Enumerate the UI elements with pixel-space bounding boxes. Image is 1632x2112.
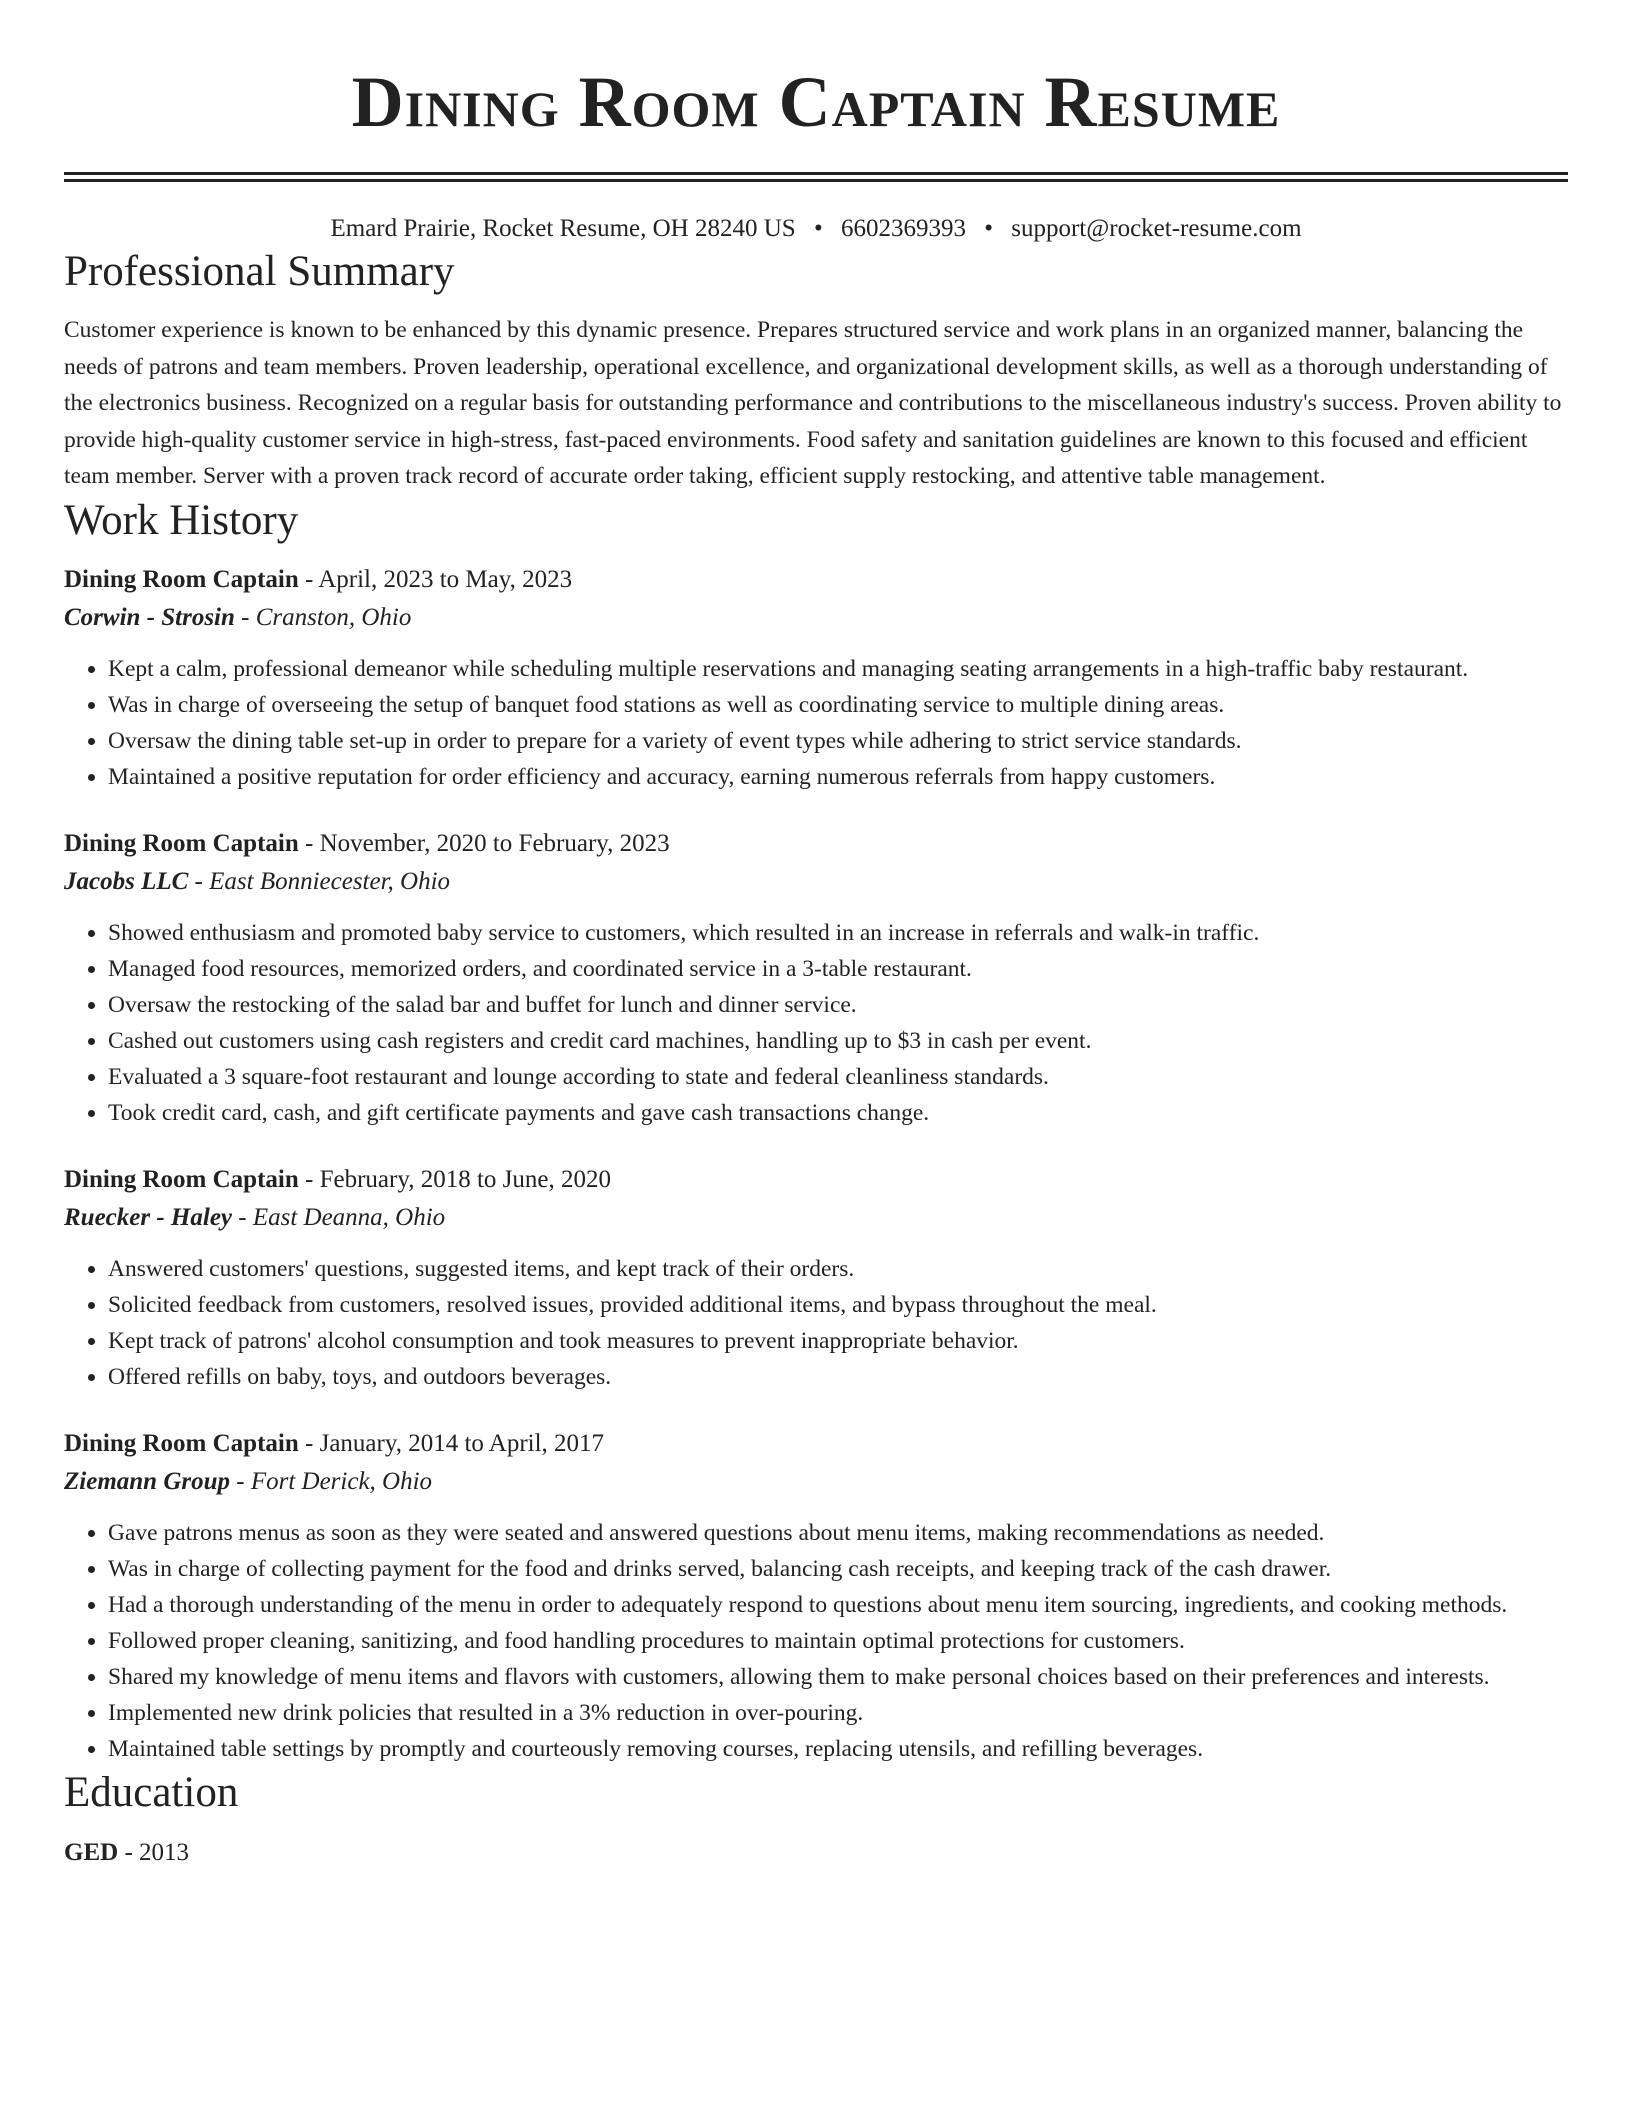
- job-bullet: • Maintained table settings by promptly and courteously removing courses, replacing utensils, and refilling beverages.: [108, 1731, 1568, 1767]
- job-company: Ziemann Group: [64, 1467, 231, 1495]
- education-year: - 2013: [118, 1838, 190, 1866]
- contact-line: [64, 212, 1568, 246]
- job-title-line: [64, 561, 1568, 599]
- job-company-line: [64, 863, 1568, 901]
- job-entry: [64, 1425, 1568, 1767]
- job-location: - Fort Derick, Ohio: [230, 1467, 433, 1495]
- job-bullets: [64, 915, 1568, 1131]
- contact-phone: 6602369393: [840, 215, 966, 242]
- job-dates: - April, 2023 to May, 2023: [298, 565, 573, 593]
- contact-address: Emard Prairie, Rocket Resume, OH 28240 US: [330, 215, 796, 242]
- job-bullet: • Oversaw the restocking of the salad bar and buffet for lunch and dinner service.: [108, 987, 1568, 1023]
- title-divider: [64, 172, 1568, 182]
- contact-email: support@rocket-resume.com: [1011, 215, 1302, 242]
- job-dates: - February, 2018 to June, 2020: [298, 1165, 611, 1193]
- job-bullet: • Managed food resources, memorized orders, and coordinated service in a 3-table restaurant.: [108, 951, 1568, 987]
- contact-separator: •: [813, 215, 823, 242]
- job-bullet: • Answered customers' questions, suggested items, and kept track of their orders.: [108, 1251, 1568, 1287]
- job-entry: [64, 561, 1568, 795]
- work-history-list: [64, 561, 1568, 1767]
- job-bullet: • Solicited feedback from customers, resolved issues, provided additional items, and bypass throughout the meal.: [108, 1287, 1568, 1323]
- job-bullet: • Offered refills on baby, toys, and outdoors beverages.: [108, 1359, 1568, 1395]
- job-entry: [64, 1161, 1568, 1395]
- job-bullet: • Implemented new drink policies that resulted in a 3% reduction in over-pouring.: [108, 1695, 1568, 1731]
- job-role: Dining Room Captain: [64, 1165, 299, 1193]
- page-title: Dining Room Captain Resume: [351, 62, 1281, 142]
- job-bullet: • Maintained a positive reputation for order efficiency and accuracy, earning numerous referrals from happy customers.: [108, 759, 1568, 795]
- job-dates: - November, 2020 to February, 2023: [298, 829, 670, 857]
- education-degree: GED: [64, 1838, 119, 1866]
- education-entry: [64, 1835, 1568, 1871]
- job-bullet: • Evaluated a 3 square-foot restaurant and lounge according to state and federal cleanliness standards.: [108, 1059, 1568, 1095]
- job-company: Ruecker - Haley: [64, 1203, 233, 1231]
- work-history-heading: Work History: [64, 496, 299, 544]
- job-location: - East Bonniecester, Ohio: [188, 867, 451, 895]
- job-bullet: • Kept a calm, professional demeanor while scheduling multiple reservations and managing seating arrangements in a high-traffic baby restaurant.: [108, 651, 1568, 687]
- job-bullet: • Was in charge of collecting payment for the food and drinks served, balancing cash receipts, and keeping track of the cash drawer.: [108, 1551, 1568, 1587]
- job-bullet: • Gave patrons menus as soon as they were seated and answered questions about menu items, making recommendations as needed.: [108, 1515, 1568, 1551]
- education-heading: Education: [64, 1768, 239, 1816]
- summary-heading: Professional Summary: [64, 248, 455, 295]
- job-dates: - January, 2014 to April, 2017: [298, 1429, 605, 1457]
- job-company-line: [64, 1199, 1568, 1237]
- job-bullet: • Kept track of patrons' alcohol consumption and took measures to prevent inappropriate behavior.: [108, 1323, 1568, 1359]
- summary-text: Customer experience is known to be enhanced by this dynamic presence. Prepares structured service and work plans in an organized manner, balancing the needs of patrons and team members. Proven leadership, operational excellence, and organizational development skills, as well as a thorough understanding of the electronics business. Recognized on a regular basis for outstanding performance and contributions to the miscellaneous industry's success. Proven ability to provide high-quality customer service in high-stress, fast-paced environments. Food safety and sanitation guidelines are known to this focused and efficient team member. Server with a proven track record of accurate order taking, efficient supply restocking, and attentive table management.: [64, 317, 1562, 489]
- job-company: Jacobs LLC: [64, 867, 189, 895]
- job-bullet: • Oversaw the dining table set-up in order to prepare for a variety of event types while adhering to strict service standards.: [108, 723, 1568, 759]
- job-bullets: [64, 1515, 1568, 1767]
- job-title-line: [64, 1161, 1568, 1199]
- job-role: Dining Room Captain: [64, 829, 299, 857]
- job-company-line: [64, 599, 1568, 637]
- job-role: Dining Room Captain: [64, 1429, 299, 1457]
- job-company: Corwin - Strosin: [64, 603, 235, 631]
- job-role: Dining Room Captain: [64, 565, 299, 593]
- job-location: - Cranston, Ohio: [234, 603, 412, 631]
- education-list: [64, 1835, 1568, 1871]
- job-bullet: • Cashed out customers using cash registers and credit card machines, handling up to $3 in cash per event.: [108, 1023, 1568, 1059]
- job-title-line: [64, 825, 1568, 863]
- contact-separator: •: [984, 215, 993, 242]
- job-bullets: [64, 1251, 1568, 1395]
- job-location: - East Deanna, Ohio: [232, 1203, 446, 1231]
- job-bullet: • Was in charge of overseeing the setup of banquet food stations as well as coordinating service to multiple dining areas.: [108, 687, 1568, 723]
- job-company-line: [64, 1463, 1568, 1501]
- job-bullet: • Took credit card, cash, and gift certificate payments and gave cash transactions change.: [108, 1095, 1568, 1131]
- job-bullet: • Showed enthusiasm and promoted baby service to customers, which resulted in an increase in referrals and walk-in traffic.: [108, 915, 1568, 951]
- job-bullet: • Shared my knowledge of menu items and flavors with customers, allowing them to make personal choices based on their preferences and interests.: [108, 1659, 1568, 1695]
- job-bullet: • Had a thorough understanding of the menu in order to adequately respond to questions about menu item sourcing, ingredients, and cooking methods.: [108, 1587, 1568, 1623]
- job-entry: [64, 825, 1568, 1131]
- job-title-line: [64, 1425, 1568, 1463]
- job-bullets: [64, 651, 1568, 795]
- job-bullet: • Followed proper cleaning, sanitizing, and food handling procedures to maintain optimal protections for customers.: [108, 1623, 1568, 1659]
